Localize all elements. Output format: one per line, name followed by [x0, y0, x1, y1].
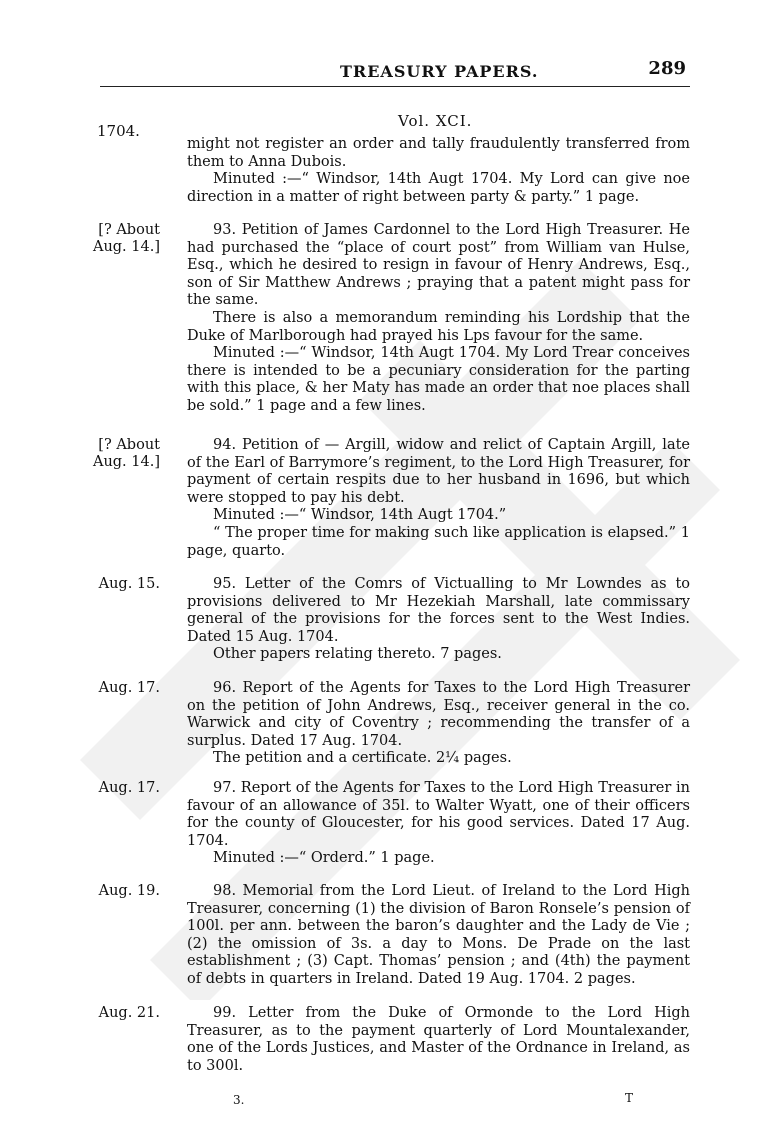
paragraph: Other papers relating thereto. 7 pages.	[213, 646, 502, 663]
entry-text	[187, 1005, 690, 1075]
paragraph: 98. Memorial from the Lord Lieut. of Ireland to the Lord High Treasurer, concerning (1) the division of Baron Ronsele’s pension of 100l. per ann. between the baron’s daughter and the Lady de Vie ; (2) the omission of 3s. a day to Mons. De Prade on the last establishment ; (3) Capt. Thomas’ pension ; and (4th) the payment of debts in quarters in Ireland. Dated 19 Aug. 1704. 2 pages.	[187, 883, 690, 987]
entry-text	[187, 576, 690, 664]
entry-text	[187, 780, 690, 868]
running-head-title: TREASURY PAPERS.	[340, 62, 539, 81]
signature-mark: 3.	[233, 1093, 245, 1107]
entry-text	[187, 680, 690, 768]
footer-mark: T	[625, 1091, 634, 1105]
paragraph: 95. Letter of the Comrs of Victualling to Mr Lowndes as to provisions delivered to Mr Hezekiah Marshall, late commissary general of the provisions for the forces sent to the West Indies. Dated 15 Aug. 1704.	[187, 576, 690, 645]
entry-text	[187, 222, 690, 416]
paragraph: 96. Report of the Agents for Taxes to the Lord High Treasurer on the petition of John Andrews, Esq., receiver general in the co. Warwick and city of Coventry ; recommending the transfer of a surplus. Dated 17 Aug. 1704.	[187, 680, 690, 749]
entry-date: Aug. 19.	[98, 883, 160, 899]
entry-date: [? About Aug. 14.]	[92, 437, 160, 470]
minute-paragraph: Minuted :—“ Windsor, 14th Augt 1704. My Lord can give noe direction in a matter of right between party & party.” 1 page.	[187, 171, 690, 205]
entry-date: Aug. 15.	[98, 576, 160, 592]
running-head	[100, 58, 690, 87]
paragraph: 93. Petition of James Cardonnel to the Lord High Treasurer. He had purchased the “place of court post” from William van Hulse, Esq., which he desired to resign in favour of Henry Andrews, Esq., son of Sir Matthew Andrews ; praying that a patent might pass for the same.	[187, 222, 690, 309]
minute-paragraph: Minuted :—“ Windsor, 14th Augt 1704. My Lord Trear conceives there is intended to be a pecuniary consideration for the parting with this place, & her Maty has made an order that noe places shall be sold.” 1 page and a few lines.	[187, 345, 690, 414]
paragraph: The petition and a certificate. 2¼ pages.	[213, 750, 512, 767]
paragraph: might not register an order and tally fraudulently transferred from them to Anna Dubois.	[187, 136, 690, 170]
entry-date: Aug. 17.	[98, 780, 160, 796]
volume-label: Vol. XCI.	[398, 112, 473, 130]
minute-paragraph: Minuted :—“ Orderd.” 1 page.	[213, 850, 435, 867]
entry-date: Aug. 17.	[98, 680, 160, 696]
page-number: 289	[648, 58, 686, 79]
entry-date: Aug. 21.	[98, 1005, 160, 1021]
entry-date: [? About Aug. 14.]	[92, 222, 160, 255]
entry-text	[187, 136, 690, 206]
paragraph: 94. Petition of — Argill, widow and relict of Captain Argill, late of the Earl of Barrymore’s regiment, to the Lord High Treasurer, for payment of certain respits due to her husband in 1696, but which were stopped to pay his debt.	[187, 437, 690, 506]
paragraph: There is also a memorandum reminding his Lordship that the Duke of Marlborough had prayed his Lps favour for the same.	[187, 309, 690, 344]
entry-text	[187, 437, 690, 560]
paragraph: 99. Letter from the Duke of Ormonde to the Lord High Treasurer, as to the payment quarterly of Lord Mountalexander, one of the Lords Justices, and Master of the Ordnance in Ireland, as to 300l.	[187, 1005, 690, 1074]
minute-paragraph: Minuted :—“ Windsor, 14th Augt 1704.”	[213, 507, 507, 524]
paragraph: 97. Report of the Agents for Taxes to the Lord High Treasurer in favour of an allowance of 35l. to Walter Wyatt, one of their officers for the county of Gloucester, for his good services. Dated 17 Aug. 1704.	[187, 780, 690, 849]
entry-text	[187, 883, 690, 989]
paragraph: “ The proper time for making such like application is elapsed.” 1 page, quarto.	[187, 524, 690, 559]
year-label: 1704.	[97, 122, 140, 140]
